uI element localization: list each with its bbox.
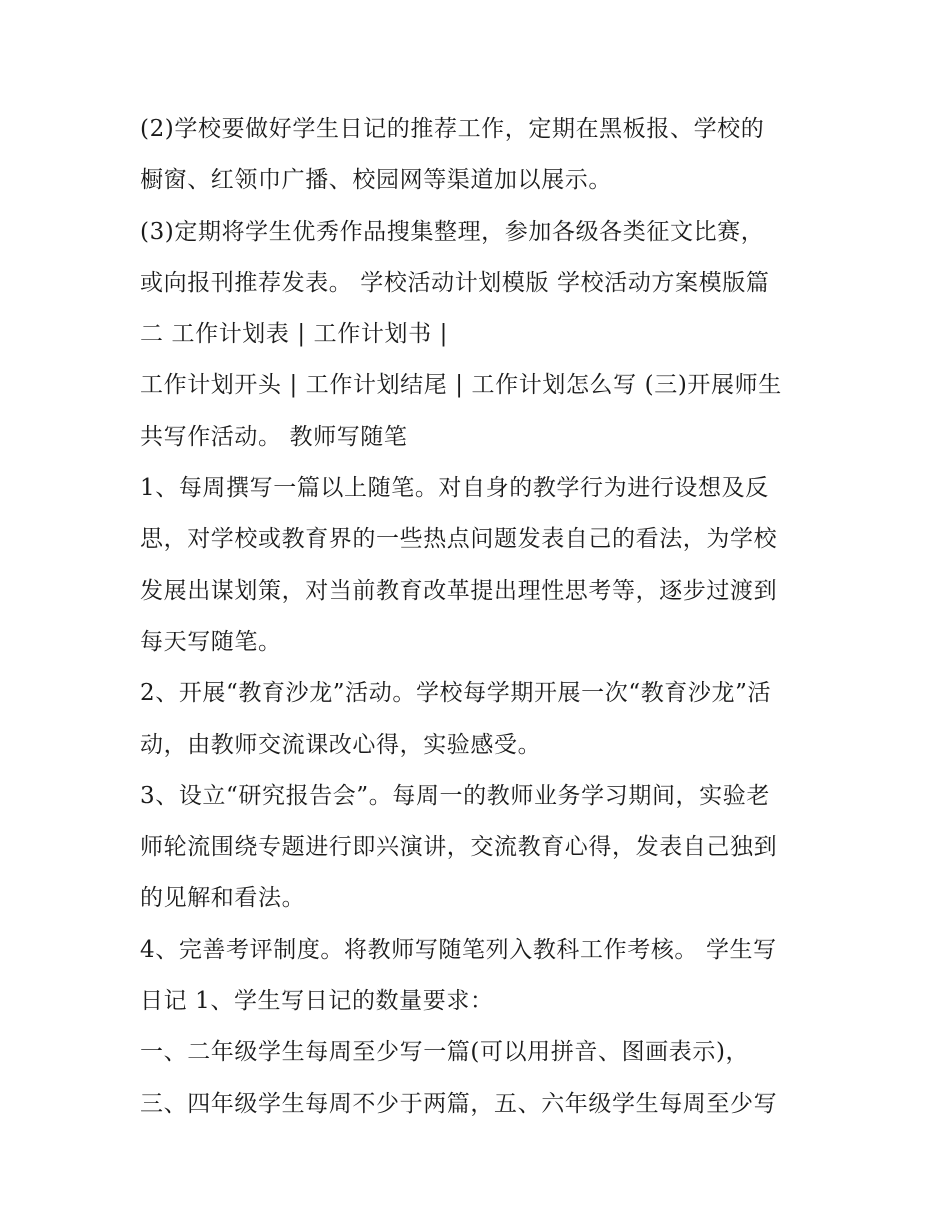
text-line: 或向报刊推荐发表。 学校活动计划模版 学校活动方案模版篇 <box>140 269 770 296</box>
text-line: 共写作活动。 教师写随笔 <box>140 423 408 450</box>
text-line: 师轮流围绕专题进行即兴演讲，交流教育心得，发表自己独到 <box>140 834 778 861</box>
text-line: 的见解和看法。 <box>140 885 306 912</box>
document-body <box>140 104 820 1130</box>
text-line: (2)学校要做好学生日记的推荐工作，定期在黑板报、学校的 <box>140 116 765 142</box>
text-line: 日记 1、学生写日记的数量要求： <box>140 988 494 1015</box>
text-line: 动，由教师交流课改心得，实验感受。 <box>140 731 542 758</box>
text-line: 思，对学校或教育界的一些热点问题发表自己的看法，为学校 <box>140 526 778 553</box>
text-line: 二 工作计划表 | 工作计划书 | <box>140 321 448 348</box>
text-line: 发展出谋划策，对当前教育改革提出理性思考等，逐步过渡到 <box>140 577 778 604</box>
text-line: 3、设立“研究报告会”。每周一的教师业务学习期间，实验老 <box>140 782 770 809</box>
text-line: 一、二年级学生每周至少写一篇(可以用拼音、图画表示)， <box>140 1039 750 1066</box>
text-line: 工作计划开头 | 工作计划结尾 | 工作计划怎么写 (三)开展师生 <box>140 372 782 399</box>
text-line: 2、开展“教育沙龙”活动。学校每学期开展一次“教育沙龙”活 <box>140 680 772 707</box>
text-line: 1、每周撰写一篇以上随笔。对自身的教学行为进行设想及反 <box>140 475 769 502</box>
text-line: 每天写随笔。 <box>140 628 282 655</box>
text-line: 4、完善考评制度。将教师写随笔列入教科工作考核。 学生写 <box>140 936 777 963</box>
text-line: (3)定期将学生优秀作品搜集整理，参加各级各类征文比赛， <box>140 218 765 245</box>
text-line: 橱窗、红领巾广播、校园网等渠道加以展示。 <box>140 167 612 194</box>
text-line: 三、四年级学生每周不少于两篇，五、六年级学生每周至少写 <box>140 1090 778 1117</box>
